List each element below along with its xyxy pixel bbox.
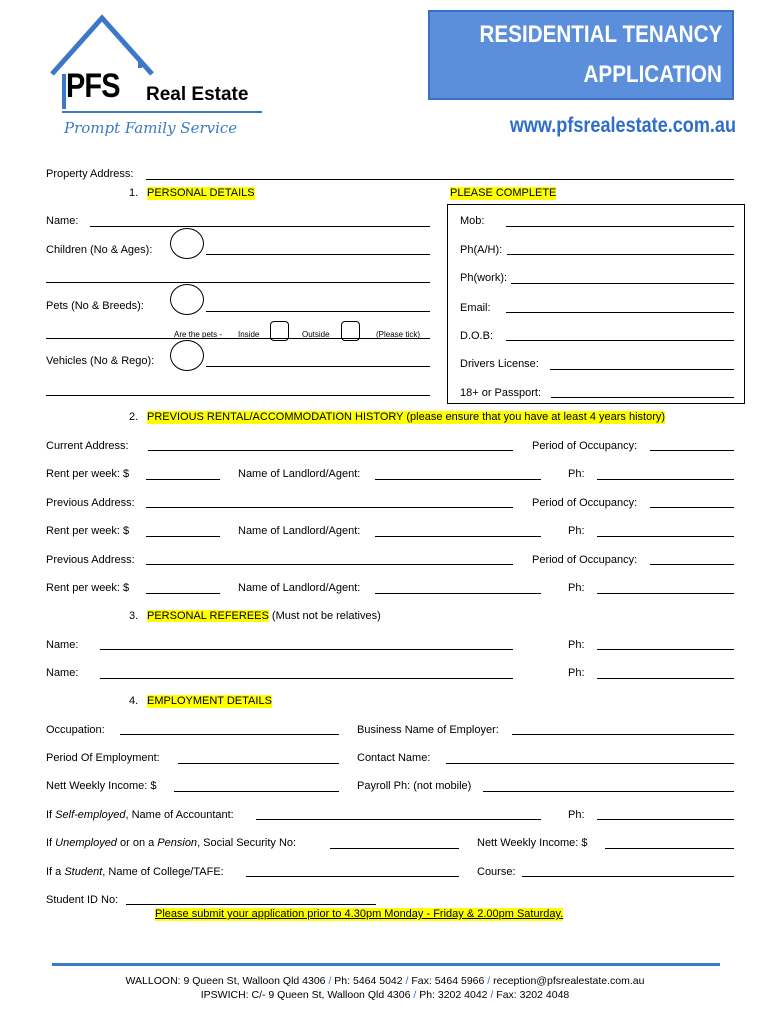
footer-email-link[interactable]: reception@pfsrealestate.com.au xyxy=(493,975,645,987)
children-field[interactable] xyxy=(206,254,430,255)
footer-sep: / xyxy=(410,989,420,1001)
footer-ipswich xyxy=(0,989,770,1001)
logo-brand-suffix: Real Estate xyxy=(146,84,249,105)
self-employed-label xyxy=(46,809,234,822)
pets-field[interactable] xyxy=(206,311,430,312)
footer-walloon-ph: Ph: 5464 5042 xyxy=(334,975,403,987)
section-1-title: PERSONAL DETAILS xyxy=(147,187,255,199)
footer-sep: / xyxy=(402,975,412,987)
course-field[interactable] xyxy=(522,876,734,877)
rent-field-2[interactable] xyxy=(146,536,220,537)
previous-address-field-2[interactable] xyxy=(146,564,513,565)
contact-name-label: Contact Name: xyxy=(357,752,431,764)
accountant-field[interactable] xyxy=(256,819,541,820)
ph-work-label: Ph(work): xyxy=(460,272,508,284)
passport-field[interactable] xyxy=(551,397,734,398)
referee-name-label-2: Name: xyxy=(46,667,79,679)
pension-word: Pension xyxy=(157,837,198,849)
contact-details-box xyxy=(447,204,745,404)
college-field[interactable] xyxy=(246,876,459,877)
pets-outside-checkbox[interactable] xyxy=(341,321,360,341)
unemployed-label xyxy=(46,837,296,850)
rent-label-2: Rent per week: $ xyxy=(46,525,130,537)
passport-label: 18+ or Passport: xyxy=(460,387,542,399)
section-3-title-text: PERSONAL REFEREES xyxy=(147,610,269,622)
previous-address-label-2: Previous Address: xyxy=(46,554,135,566)
pets-outside-label: Outside xyxy=(302,330,330,339)
property-address-label: Property Address: xyxy=(46,168,134,180)
footer-walloon-fax: Fax: 5464 5966 xyxy=(411,975,485,987)
ph-field-1[interactable] xyxy=(597,479,734,480)
previous-address-field-1[interactable] xyxy=(146,507,513,508)
pets-inside-checkbox[interactable] xyxy=(270,321,289,341)
ph-work-field[interactable] xyxy=(511,283,734,284)
vehicles-count-circle[interactable] xyxy=(170,340,204,371)
pets-count-circle[interactable] xyxy=(170,284,204,315)
footer-walloon xyxy=(0,975,770,987)
unemp-rest: , Social Security No: xyxy=(197,837,297,849)
section-3-title xyxy=(147,610,381,623)
name-field[interactable] xyxy=(90,226,430,227)
self-rest: , Name of Accountant: xyxy=(125,809,234,821)
landlord-label-2: Name of Landlord/Agent: xyxy=(238,525,361,537)
mob-label: Mob: xyxy=(460,215,485,227)
ph-label-3: Ph: xyxy=(568,582,585,594)
accountant-ph-label: Ph: xyxy=(568,809,585,821)
unemp-mid: or on a xyxy=(116,837,158,849)
landlord-label-1: Name of Landlord/Agent: xyxy=(238,468,361,480)
rent-field-1[interactable] xyxy=(146,479,220,480)
pets-question: Are the pets - xyxy=(174,330,223,339)
section-3-number: 3. xyxy=(129,610,139,622)
ph-field-3[interactable] xyxy=(597,593,734,594)
footer-ipswich-fax: Fax: 3202 4048 xyxy=(496,989,570,1001)
company-logo xyxy=(42,8,272,148)
referee-name-field-1[interactable] xyxy=(100,649,513,650)
children-label: Children (No & Ages): xyxy=(46,244,153,256)
pets-inside-label: Inside xyxy=(238,330,260,339)
landlord-field-2[interactable] xyxy=(375,536,541,537)
ph-label-2: Ph: xyxy=(568,525,585,537)
referee-name-field-2[interactable] xyxy=(100,678,513,679)
social-security-field[interactable] xyxy=(330,848,459,849)
name-label: Name: xyxy=(46,215,79,227)
logo-tagline: Prompt Family Service xyxy=(64,119,238,137)
self-employed-word: Self-employed xyxy=(55,809,126,821)
footer-ipswich-ph: Ph: 3202 4042 xyxy=(419,989,488,1001)
employer-field[interactable] xyxy=(512,734,734,735)
student-id-label: Student ID No: xyxy=(46,894,119,906)
logo-divider xyxy=(62,111,262,113)
section-2-title-text: PREVIOUS RENTAL/ACCOMMODATION HISTORY xyxy=(147,411,404,423)
landlord-label-3: Name of Landlord/Agent: xyxy=(238,582,361,594)
website-link[interactable]: www.pfsrealestate.com.au xyxy=(509,114,736,137)
logo-brand: PFS xyxy=(66,67,120,105)
footer-walloon-address: WALLOON: 9 Queen St, Walloon Qld 4306 xyxy=(125,975,326,987)
student-rest: , Name of College/TAFE: xyxy=(102,866,224,878)
drivers-license-label: Drivers License: xyxy=(460,358,539,370)
period-employment-label: Period Of Employment: xyxy=(46,752,160,764)
rent-field-3[interactable] xyxy=(146,593,220,594)
drivers-license-field[interactable] xyxy=(550,369,734,370)
ph-field-2[interactable] xyxy=(597,536,734,537)
dob-field[interactable] xyxy=(506,340,734,341)
mob-field[interactable] xyxy=(506,226,734,227)
student-if: If a xyxy=(46,866,65,878)
rent-label-3: Rent per week: $ xyxy=(46,582,130,594)
occupation-label: Occupation: xyxy=(46,724,105,736)
period-label-1: Period of Occupancy: xyxy=(532,440,638,452)
email-field[interactable] xyxy=(506,312,734,313)
footer-sep: / xyxy=(487,989,497,1001)
period-label-2: Period of Occupancy: xyxy=(532,497,638,509)
nett-income-field-2[interactable] xyxy=(605,848,734,849)
title-line-2: APPLICATION xyxy=(583,61,722,88)
nett-income-label: Nett Weekly Income: $ xyxy=(46,780,157,792)
pets-label: Pets (No & Breeds): xyxy=(46,300,144,312)
nett-income-label-2: Nett Weekly Income: $ xyxy=(477,837,588,849)
ph-ah-label: Ph(A/H): xyxy=(460,244,503,256)
unemp-if: If xyxy=(46,837,56,849)
ph-ah-field[interactable] xyxy=(507,254,734,255)
email-label: Email: xyxy=(460,302,491,314)
landlord-field-3[interactable] xyxy=(375,593,541,594)
student-label xyxy=(46,866,224,879)
children-field-2[interactable] xyxy=(46,282,430,283)
section-4-title: EMPLOYMENT DETAILS xyxy=(147,695,272,707)
period-field-1[interactable] xyxy=(650,450,734,451)
referee-ph-label-1: Ph: xyxy=(568,639,585,651)
submit-notice: Please submit your application prior to 4.30pm Monday - Friday & 2.00pm Saturday. xyxy=(155,908,564,920)
footer-sep: / xyxy=(484,975,494,987)
payroll-field[interactable] xyxy=(483,791,734,792)
student-word: Student xyxy=(64,866,103,878)
period-field-3[interactable] xyxy=(650,564,734,565)
course-label: Course: xyxy=(477,866,516,878)
current-address-field[interactable] xyxy=(148,450,513,451)
dob-label: D.O.B: xyxy=(460,330,494,342)
footer-sep: / xyxy=(325,975,335,987)
section-2-note: (please ensure that you have at least 4 years history) xyxy=(406,411,666,423)
section-3-note: (Must not be relatives) xyxy=(271,610,381,622)
vehicles-field-2[interactable] xyxy=(46,395,430,396)
property-address-field[interactable] xyxy=(146,179,734,180)
accountant-ph-field[interactable] xyxy=(597,819,734,820)
title-banner xyxy=(428,10,734,100)
vehicles-label: Vehicles (No & Rego): xyxy=(46,355,155,367)
current-address-label: Current Address: xyxy=(46,440,129,452)
landlord-field-1[interactable] xyxy=(375,479,541,480)
referee-ph-label-2: Ph: xyxy=(568,667,585,679)
section-4-number: 4. xyxy=(129,695,139,707)
section-2-title xyxy=(147,411,665,424)
previous-address-label-1: Previous Address: xyxy=(46,497,135,509)
period-label-3: Period of Occupancy: xyxy=(532,554,638,566)
referee-ph-field-1[interactable] xyxy=(597,649,734,650)
footer-ipswich-address: IPSWICH: C/- 9 Queen St, Walloon Qld 4306 xyxy=(200,989,411,1001)
period-employment-field[interactable] xyxy=(178,763,339,764)
nett-income-field[interactable] xyxy=(174,791,339,792)
period-field-2[interactable] xyxy=(650,507,734,508)
occupation-field[interactable] xyxy=(120,734,339,735)
ph-label-1: Ph: xyxy=(568,468,585,480)
self-if: If xyxy=(46,809,56,821)
unemployed-word: Unemployed xyxy=(55,837,117,849)
referee-name-label-1: Name: xyxy=(46,639,79,651)
vehicles-field[interactable] xyxy=(206,366,430,367)
footer-divider xyxy=(52,963,720,966)
contact-name-field[interactable] xyxy=(446,763,734,764)
section-2-number: 2. xyxy=(129,411,139,423)
please-complete-label: PLEASE COMPLETE xyxy=(450,187,557,199)
please-tick-label: (Please tick) xyxy=(376,330,421,339)
student-id-field[interactable] xyxy=(126,904,376,905)
title-line-1: RESIDENTIAL TENANCY xyxy=(479,21,722,48)
payroll-label: Payroll Ph: (not mobile) xyxy=(357,780,472,792)
section-1-number: 1. xyxy=(129,187,139,199)
children-count-circle[interactable] xyxy=(170,228,204,259)
referee-ph-field-2[interactable] xyxy=(597,678,734,679)
employer-label: Business Name of Employer: xyxy=(357,724,499,736)
rent-label-1: Rent per week: $ xyxy=(46,468,130,480)
